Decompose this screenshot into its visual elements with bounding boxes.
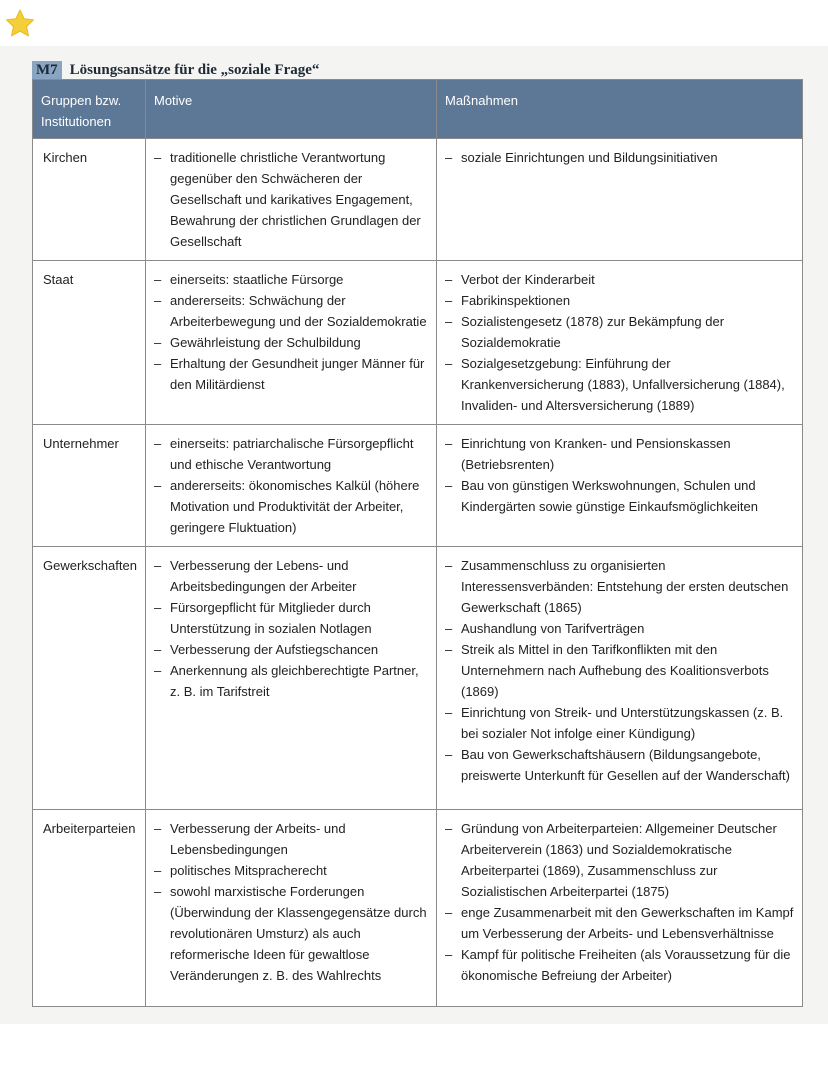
list-item: – Streik als Mittel in den Tarifkonflikten mit den Unternehmern nach Aufhebung des Koalitionsverbots (1869) xyxy=(445,639,794,702)
motive-cell xyxy=(146,547,437,810)
table-row xyxy=(33,810,803,1007)
motive-list xyxy=(154,269,428,395)
material-badge: M7 xyxy=(32,61,62,79)
measures-list xyxy=(445,433,794,517)
list-item: – Erhaltung der Gesundheit junger Männer für den Militärdienst xyxy=(154,353,428,395)
table-row xyxy=(33,425,803,547)
motive-list xyxy=(154,147,428,252)
list-item: – soziale Einrichtungen und Bildungsinitiativen xyxy=(445,147,794,168)
motive-list xyxy=(154,818,428,986)
table-row xyxy=(33,139,803,261)
list-item: – sowohl marxistische Forderungen (Überwindung der Klassengegensätze durch revolutionären Umsturz) als auch reformerische Ideen für gewaltlose Veränderungen z. B. des Wahlrechts xyxy=(154,881,428,986)
section-heading xyxy=(32,61,319,79)
group-name: Arbeiterparteien xyxy=(43,821,136,836)
group-cell xyxy=(33,810,146,1007)
group-cell xyxy=(33,425,146,547)
table-row xyxy=(33,547,803,810)
group-name: Gewerkschaften xyxy=(43,558,137,573)
header-motives: Motive xyxy=(146,80,437,139)
motive-cell xyxy=(146,810,437,1007)
motive-list xyxy=(154,433,428,538)
list-item: – Zusammenschluss zu organisierten Interessensverbänden: Entstehung der ersten deutschen Gewerkschaft (1865) xyxy=(445,555,794,618)
list-item: – Einrichtung von Streik- und Unterstützungskassen (z. B. bei sozialer Not infolge einer Kündigung) xyxy=(445,702,794,744)
list-item: – Fürsorgepflicht für Mitglieder durch Unterstützung in sozialen Notlagen xyxy=(154,597,428,639)
list-item: – Anerkennung als gleichberechtigte Partner, z. B. im Tarifstreit xyxy=(154,660,428,702)
list-item: – einerseits: patriarchalische Fürsorgepflicht und ethische Verantwortung xyxy=(154,433,428,475)
measures-list xyxy=(445,818,794,986)
list-item: – Gewährleistung der Schulbildung xyxy=(154,332,428,353)
solutions-table xyxy=(32,79,803,1007)
table-header-row xyxy=(33,80,803,139)
motive-list xyxy=(154,555,428,702)
motive-cell xyxy=(146,139,437,261)
list-item: – andererseits: Schwächung der Arbeiterbewegung und der Sozialdemokratie xyxy=(154,290,428,332)
list-item: – Aushandlung von Tarifverträgen xyxy=(445,618,794,639)
group-name: Kirchen xyxy=(43,150,88,165)
list-item: – Einrichtung von Kranken- und Pensionskassen (Betriebsrenten) xyxy=(445,433,794,475)
list-item: – Verbesserung der Lebens- und Arbeitsbedingungen der Arbeiter xyxy=(154,555,428,597)
section-title: Lösungsansätze für die „soziale Frage“ xyxy=(69,61,320,78)
list-item: – Bau von günstigen Werkswohnungen, Schulen und Kindergärten sowie günstige Einkaufsmöglichkeiten xyxy=(445,475,794,517)
table-row xyxy=(33,261,803,425)
list-item: – Verbesserung der Aufstiegschancen xyxy=(154,639,428,660)
list-item: – andererseits: ökonomisches Kalkül (höhere Motivation und Produktivität der Arbeiter, geringere Fluktuation) xyxy=(154,475,428,538)
motive-cell xyxy=(146,425,437,547)
header-measures: Maßnahmen xyxy=(437,80,803,139)
measures-cell xyxy=(437,810,803,1007)
list-item: – Fabrikinspektionen xyxy=(445,290,794,311)
list-item: – einerseits: staatliche Fürsorge xyxy=(154,269,428,290)
list-item: – Kampf für politische Freiheiten (als Voraussetzung für die ökonomische Befreiung der Arbeiter) xyxy=(445,944,794,986)
measures-list xyxy=(445,269,794,416)
star-icon[interactable] xyxy=(2,6,38,42)
list-item: – Verbot der Kinderarbeit xyxy=(445,269,794,290)
measures-list xyxy=(445,555,794,786)
group-name: Staat xyxy=(43,272,74,287)
group-cell xyxy=(33,261,146,425)
list-item: – Sozialistengesetz (1878) zur Bekämpfung der Sozialdemokratie xyxy=(445,311,794,353)
group-cell xyxy=(33,547,146,810)
measures-cell xyxy=(437,425,803,547)
list-item: – traditionelle christliche Verantwortung gegenüber den Schwächeren der Gesellschaft und karikatives Engagement, Bewahrung der christlichen Grundlagen der Gesellschaft xyxy=(154,147,428,252)
header-groups: Gruppen bzw. Institutionen xyxy=(33,80,146,139)
list-item: – politisches Mitspracherecht xyxy=(154,860,428,881)
measures-cell xyxy=(437,261,803,425)
measures-cell xyxy=(437,547,803,810)
group-cell xyxy=(33,139,146,261)
motive-cell xyxy=(146,261,437,425)
list-item: – Bau von Gewerkschaftshäusern (Bildungsangebote, preiswerte Unterkunft für Gesellen auf der Wanderschaft) xyxy=(445,744,794,786)
list-item: – enge Zusammenarbeit mit den Gewerkschaften im Kampf um Verbesserung der Arbeits- und Lebensverhältnisse xyxy=(445,902,794,944)
measures-cell xyxy=(437,139,803,261)
measures-list xyxy=(445,147,794,168)
list-item: – Verbesserung der Arbeits- und Lebensbedingungen xyxy=(154,818,428,860)
group-name: Unternehmer xyxy=(43,436,119,451)
list-item: – Gründung von Arbeiterparteien: Allgemeiner Deutscher Arbeiterverein (1863) und Sozialdemokratische Arbeiterpartei (1869), Zusammenschluss zur Sozialistischen Arbeiterpartei (1875) xyxy=(445,818,794,902)
list-item: – Sozialgesetzgebung: Einführung der Krankenversicherung (1883), Unfallversicherung (1884), Invaliden- und Altersversicherung (1889) xyxy=(445,353,794,416)
